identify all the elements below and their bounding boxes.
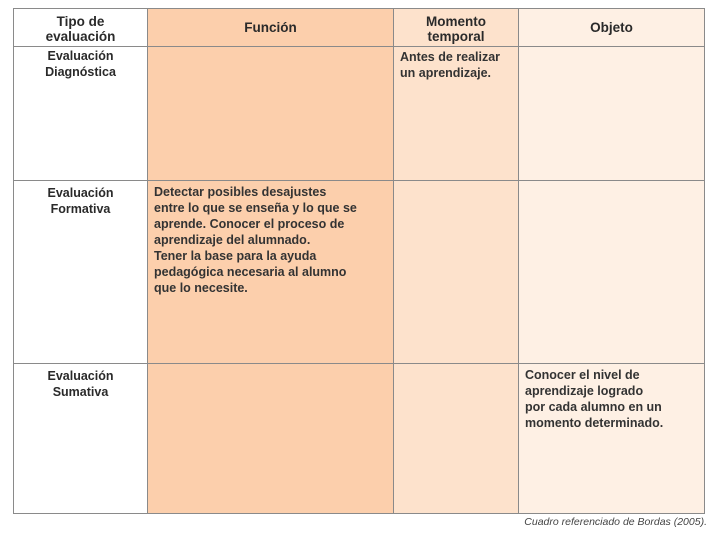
- header-funcion-label: Función: [244, 20, 297, 35]
- source-caption: Cuadro referenciado de Bordas (2005).: [524, 516, 707, 528]
- header-tipo-line2: evaluación: [45, 28, 116, 44]
- row-sumativa-label-line1: Evaluación: [47, 369, 114, 383]
- row-diagnostica-momento: Antes de realizar un aprendizaje.: [394, 47, 519, 181]
- header-objeto: [519, 9, 704, 47]
- row-formativa-label: [14, 181, 148, 364]
- row-formativa-objeto: [519, 181, 704, 364]
- row-diagnostica-label: [14, 47, 148, 181]
- row-diagnostica-objeto: [519, 47, 704, 181]
- row-formativa-label-line1: Evaluación: [47, 186, 114, 200]
- row-formativa-momento: [394, 181, 519, 364]
- row-diagnostica-label-line1: Evaluación: [47, 49, 114, 63]
- header-objeto-label: Objeto: [590, 20, 633, 35]
- header-momento-line1: Momento: [426, 13, 486, 29]
- row-sumativa-funcion: [148, 364, 394, 513]
- header-funcion: [148, 9, 394, 47]
- row-formativa-funcion: Detectar posibles desajustes entre lo que se enseña y lo que se aprende. Conocer el proceso de aprendizaje del alumnado. Tener la base para la ayuda pedagógica necesaria al alumno que lo necesite.: [148, 181, 394, 364]
- evaluation-table: [13, 8, 705, 514]
- row-diagnostica-label-line2: Diagnóstica: [45, 65, 116, 79]
- header-momento-line2: temporal: [427, 28, 485, 44]
- header-momento: [394, 9, 519, 47]
- row-sumativa-label: [14, 364, 148, 513]
- row-formativa-label-line2: Formativa: [50, 202, 111, 216]
- header-tipo: [14, 9, 148, 47]
- row-sumativa-label-line2: Sumativa: [52, 385, 109, 399]
- row-sumativa-momento: [394, 364, 519, 513]
- row-diagnostica-funcion: [148, 47, 394, 181]
- row-sumativa-objeto: Conocer el nivel de aprendizaje logrado por cada alumno en un momento determinado.: [519, 364, 704, 513]
- header-tipo-line1: Tipo de: [56, 13, 105, 29]
